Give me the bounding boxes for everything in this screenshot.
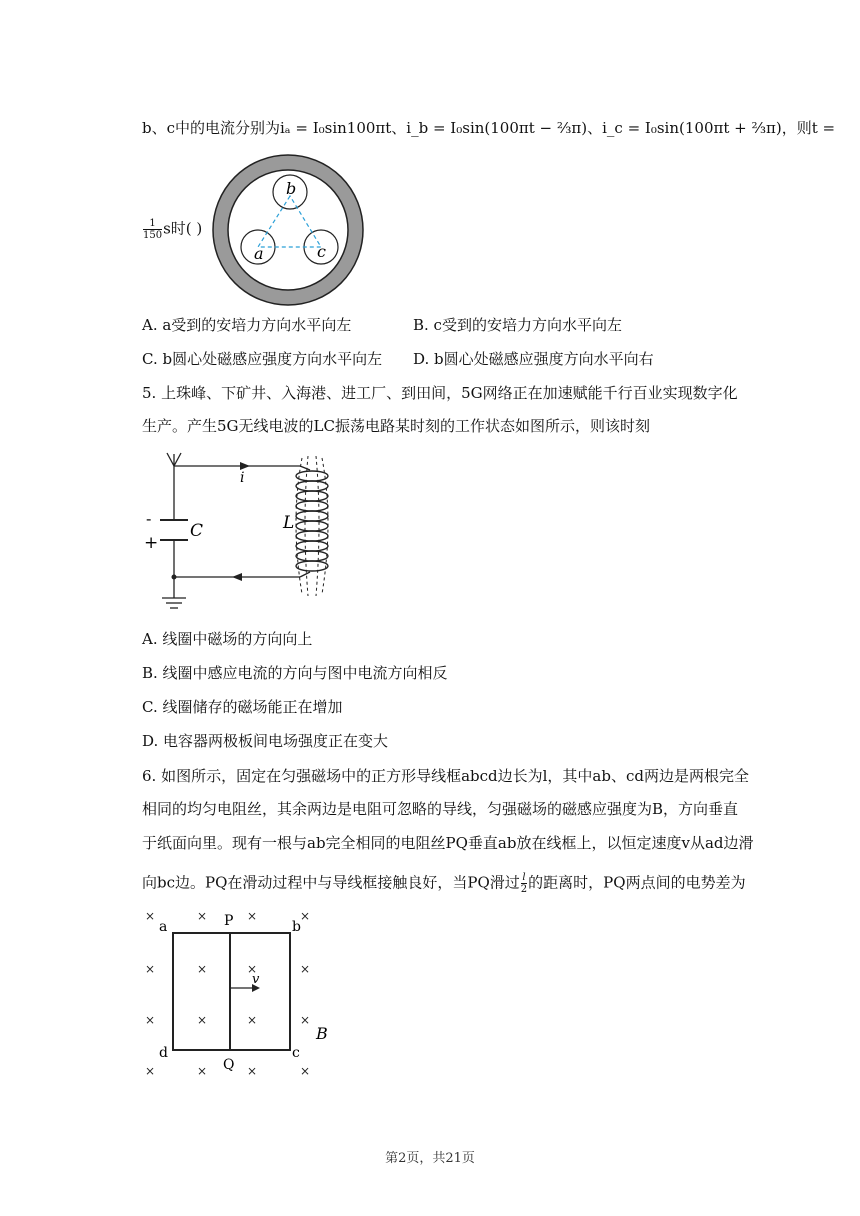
frame-abcd	[173, 933, 290, 1050]
label-minus: -	[146, 509, 152, 528]
svg-text:×: ×	[145, 962, 156, 976]
q4-cable-figure	[210, 150, 370, 310]
svg-text:×: ×	[247, 1064, 258, 1078]
label-d: d	[159, 1045, 168, 1061]
label-a: a	[159, 919, 168, 935]
q5-lc-circuit-figure	[140, 448, 350, 618]
current-arrow-bottom	[232, 573, 242, 581]
svg-text:×: ×	[197, 1013, 208, 1027]
svg-text:×: ×	[145, 1013, 156, 1027]
label-i: i	[240, 470, 245, 486]
magnetic-field-lines	[296, 456, 328, 596]
svg-text:×: ×	[300, 962, 311, 976]
svg-text:×: ×	[300, 1013, 311, 1027]
current-arrow-top	[240, 462, 250, 470]
label-B: B	[316, 1024, 328, 1043]
ground-icon	[162, 598, 186, 608]
svg-text:×: ×	[247, 909, 258, 923]
q6-stem-line1: 6. 如图所示，固定在匀强磁场中的正方形导线框abcd边长为l，其中ab、cd两边是两根完全	[142, 767, 749, 785]
label-v: v	[252, 972, 260, 987]
page-footer: 第2页，共21页	[385, 1151, 475, 1166]
q4-stem-line1: b、c中的电流分别为iₐ = I₀sin100πt、i_b = I₀sin(100πt − ⅔π)、i_c = I₀sin(100πt + ⅔π)，则t =	[142, 119, 836, 137]
q5-option-b[interactable]: B. 线圈中感应电流的方向与图中电流方向相反	[142, 664, 448, 682]
q6-frame-figure	[138, 905, 338, 1085]
q5-option-c[interactable]: C. 线圈储存的磁场能正在增加	[142, 698, 343, 716]
svg-text:×: ×	[197, 909, 208, 923]
antenna-icon	[167, 453, 181, 466]
svg-text:×: ×	[145, 1064, 156, 1078]
q5-stem-line2: 生产。产生5G无线电波的LC振荡电路某时刻的工作状态如图所示，则该时刻	[142, 417, 650, 435]
q6-stem-line2: 相同的均匀电阻丝，其余两边是电阻可忽略的导线，匀强磁场的磁感应强度为B，方向垂直	[142, 800, 739, 818]
q5-stem-line1: 5. 上珠峰、下矿井、入海港、进工厂、到田间，5G网络正在加速赋能千行百业实现数字化	[142, 384, 738, 402]
label-P: P	[224, 913, 234, 929]
label-Q: Q	[223, 1057, 235, 1073]
q6-stem-line4: 向bc边。PQ在滑动过程中与导线框接触良好，当PQ滑过 $\frac{l}{2}$ 的距离时，PQ两点间的电势差为	[142, 872, 746, 895]
q4-option-a[interactable]: A. a受到的安培力方向水平向左	[142, 316, 352, 334]
label-b: b	[292, 919, 301, 935]
field-crosses	[145, 909, 310, 1078]
junction-dot	[172, 575, 177, 580]
label-c: c	[292, 1045, 300, 1061]
q6-stem-line3: 于纸面向里。现有一根与ab完全相同的电阻丝PQ垂直ab放在线框上，以恒定速度v从ad边滑	[142, 834, 754, 852]
label-plus: +	[144, 533, 159, 553]
label-L: L	[283, 513, 295, 533]
q5-option-d[interactable]: D. 电容器两极板间电场强度正在变大	[142, 732, 389, 750]
svg-text:×: ×	[145, 909, 156, 923]
q5-option-a[interactable]: A. 线圈中磁场的方向向上	[142, 630, 313, 648]
svg-text:×: ×	[247, 962, 258, 976]
label-a: a	[254, 244, 264, 263]
label-b: b	[286, 179, 297, 198]
q4-option-d[interactable]: D. b圆心处磁感应强度方向水平向右	[413, 350, 654, 368]
label-c: c	[317, 242, 326, 261]
svg-text:×: ×	[300, 909, 311, 923]
svg-text:×: ×	[300, 1064, 311, 1078]
svg-text:×: ×	[197, 1064, 208, 1078]
capacitor	[160, 520, 188, 540]
label-C: C	[190, 521, 204, 541]
inductor-coil	[296, 466, 328, 577]
fraction-1-150: $\frac{1}{150}$	[143, 218, 163, 241]
q4-stem-line2: $\frac{1}{150}$ s时( )	[143, 218, 203, 241]
svg-text:×: ×	[247, 1013, 258, 1027]
q4-option-c[interactable]: C. b圆心处磁感应强度方向水平向左	[142, 350, 383, 368]
fraction-l-2: $\frac{l}{2}$	[520, 872, 528, 895]
svg-text:×: ×	[197, 962, 208, 976]
q4-option-b[interactable]: B. c受到的安培力方向水平向左	[413, 316, 622, 334]
